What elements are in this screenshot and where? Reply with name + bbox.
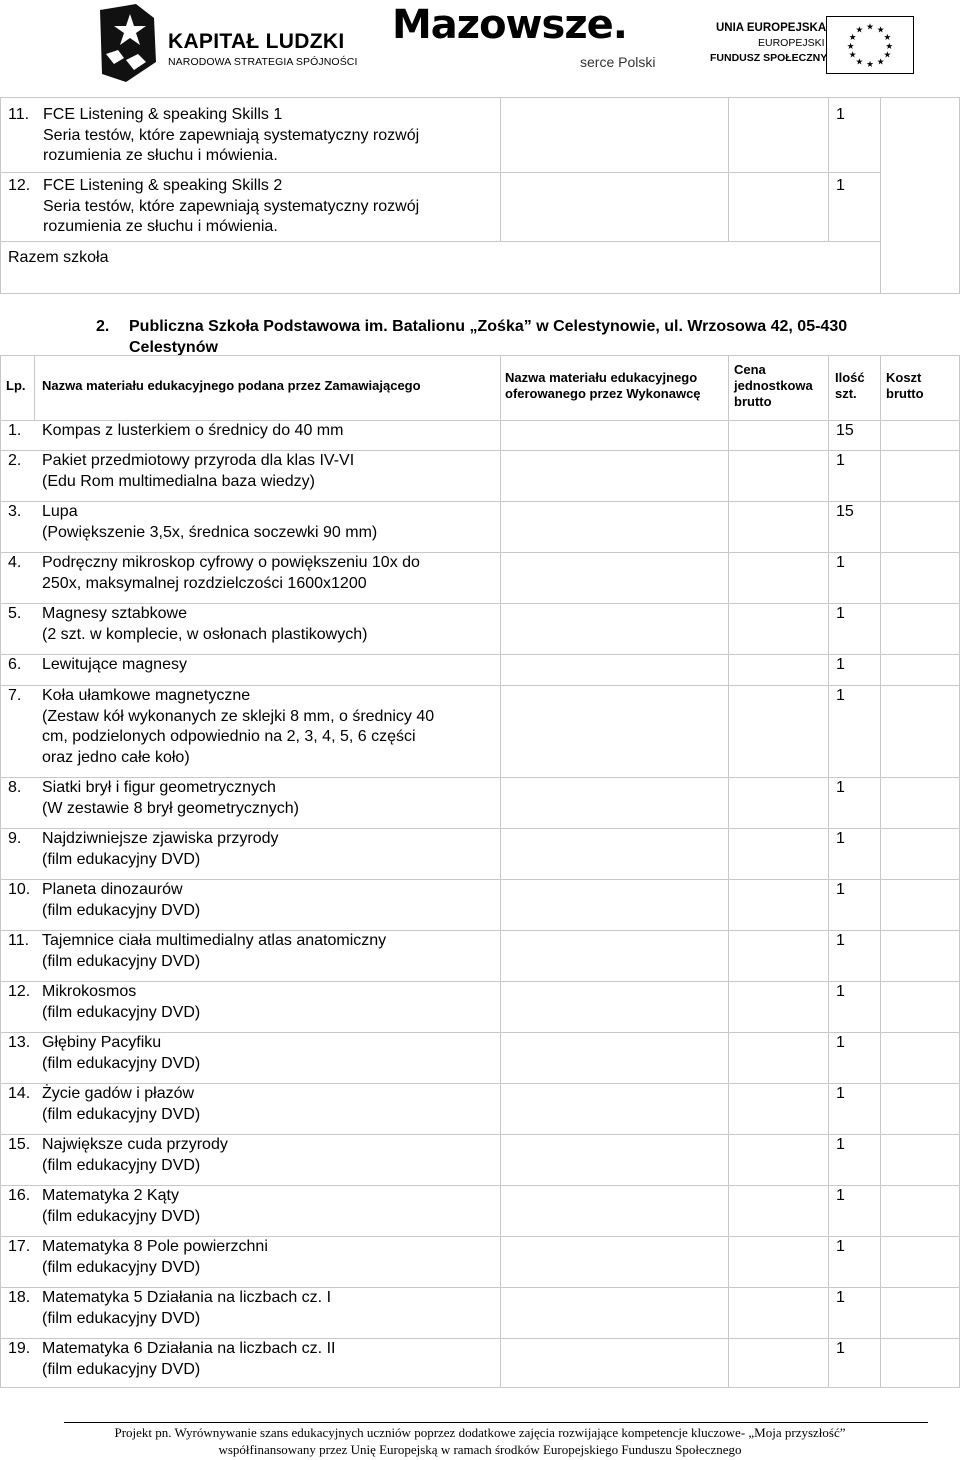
item-number: 15. — [8, 1136, 31, 1153]
item-quantity: 1 — [836, 1136, 845, 1153]
ue-line1: UNIA EUROPEJSKA — [716, 22, 827, 34]
table-row-rule — [0, 552, 960, 553]
item-line: Pakiet przedmiotowy przyroda dla klas IV-VI — [42, 452, 355, 469]
item-number: 11. — [8, 106, 30, 123]
item-quantity: 1 — [836, 656, 845, 673]
item-number: 10. — [8, 881, 31, 898]
table-row-rule — [0, 777, 960, 778]
item-line: Matematyka 2 Kąty — [42, 1187, 179, 1204]
item-quantity: 1 — [836, 1187, 845, 1204]
table-row-rule — [0, 603, 960, 604]
item-line: Seria testów, które zapewniają systematyczny rozwój — [43, 197, 420, 215]
kapital-ludzki-title: KAPITAŁ LUDZKI — [168, 30, 345, 53]
eu-flag-icon — [826, 16, 914, 74]
table-row-rule — [0, 981, 960, 982]
mazowsze-wordmark: Mazowsze. — [392, 2, 627, 48]
svg-text:★: ★ — [866, 60, 874, 71]
svg-text:★: ★ — [848, 50, 857, 61]
item-number: 5. — [8, 605, 22, 622]
item-line: rozumienia ze słuchu i mówienia. — [43, 218, 278, 235]
item-line: (film edukacyjny DVD) — [42, 1003, 201, 1021]
item-quantity: 1 — [836, 1085, 845, 1102]
item-number: 11. — [8, 932, 30, 949]
table-row-rule — [0, 1032, 960, 1033]
footer-line2: współfinansowany przez Unię Europejską w ramach środków Europejskiego Funduszu Społecznego — [218, 1442, 742, 1457]
item-line: Siatki brył i figur geometrycznych — [42, 779, 276, 796]
item-line: (film edukacyjny DVD) — [42, 1309, 201, 1327]
item-number: 13. — [8, 1034, 31, 1051]
item-quantity: 1 — [836, 177, 845, 194]
item-line: FCE Listening & speaking Skills 1 — [43, 106, 283, 123]
header-lp: Lp. — [6, 378, 26, 393]
header-cost-2: brutto — [886, 386, 924, 401]
item-line: Tajemnice ciała multimedialny atlas anatomiczny — [42, 932, 387, 949]
section-name: Publiczna Szkoła Podstawowa im. Batalionu „Zośka” w Celestynowie, ul. Wrzosowa 42, 05-430 Celestynów — [129, 318, 848, 356]
svg-text:★: ★ — [883, 50, 892, 61]
table-row-rule — [0, 420, 960, 421]
svg-text:★: ★ — [846, 41, 855, 52]
item-quantity: 1 — [836, 554, 845, 571]
item-number: 1. — [8, 422, 22, 439]
table-row-rule — [0, 654, 960, 655]
kapital-ludzki-logo — [96, 4, 366, 84]
logo-bar — [0, 0, 960, 92]
footer-line1: Projekt pn. Wyrównywanie szans edukacyjnych uczniów poprzez dodatkowe zajęcia rozwijające kompetencje kluczowe- „Moja przyszłość” — [114, 1425, 846, 1440]
table-row-rule — [0, 501, 960, 502]
ue-line3: FUNDUSZ SPOŁECZNY — [710, 52, 828, 64]
item-line: Mikrokosmos — [42, 983, 137, 1000]
item-line: (2 szt. w komplecie, w osłonach plastikowych) — [42, 625, 368, 643]
item-line: (film edukacyjny DVD) — [42, 1054, 201, 1072]
item-line: Seria testów, które zapewniają systematyczny rozwój — [43, 126, 420, 144]
item-line: Planeta dinozaurów — [42, 881, 183, 898]
item-quantity: 1 — [836, 1034, 845, 1051]
item-line: (film edukacyjny DVD) — [42, 1156, 201, 1174]
item-line: Kompas z lusterkiem o średnicy do 40 mm — [42, 422, 344, 439]
item-number: 12. — [8, 177, 31, 194]
table-row-rule — [0, 1236, 960, 1237]
svg-text:★: ★ — [855, 25, 864, 36]
item-line: 250x, maksymalnej rozdzielczości 1600x1200 — [42, 574, 367, 592]
table-column-divider — [828, 355, 829, 1388]
item-number: 18. — [8, 1289, 31, 1306]
item-line: Matematyka 8 Pole powierzchni — [42, 1238, 268, 1255]
item-number: 8. — [8, 779, 22, 796]
svg-text:★: ★ — [883, 33, 892, 44]
item-line: Lupa — [42, 503, 78, 520]
kapital-ludzki-emblem-icon — [96, 4, 160, 84]
ue-line2: EUROPEJSKI — [758, 37, 825, 49]
item-line: (film edukacyjny DVD) — [42, 952, 201, 970]
item-line: Matematyka 5 Działania na liczbach cz. I — [42, 1289, 332, 1306]
item-line: (Zestaw kół wykonanych ze sklejki 8 mm, o średnicy 40 — [42, 707, 435, 725]
item-line: rozumienia ze słuchu i mówienia. — [43, 147, 278, 164]
item-line: Podręczny mikroskop cyfrowy o powiększeniu 10x do — [42, 554, 420, 571]
materials-table — [0, 355, 960, 1388]
table-row-rule — [0, 1338, 960, 1339]
item-number: 6. — [8, 656, 22, 673]
svg-text:★: ★ — [876, 25, 885, 36]
table-column-divider — [728, 355, 729, 1388]
header-cost-1: Koszt — [886, 370, 922, 385]
item-quantity: 1 — [836, 605, 845, 622]
item-line: Najdziwniejsze zjawiska przyrody — [42, 830, 279, 847]
item-quantity: 1 — [836, 932, 845, 949]
svg-text:★: ★ — [866, 22, 874, 33]
header-name-offered-2: oferowanego przez Wykonawcę — [505, 386, 701, 401]
item-number: 12. — [8, 983, 31, 1000]
header-qty-2: szt. — [835, 386, 857, 401]
svg-text:★: ★ — [885, 41, 894, 52]
table-row-rule — [0, 450, 960, 451]
header-name-offered-1: Nazwa materiału edukacyjnego — [505, 370, 698, 385]
item-number: 7. — [8, 687, 22, 704]
table-column-divider — [880, 355, 881, 1388]
item-line: (film edukacyjny DVD) — [42, 901, 201, 919]
top-table-divider — [828, 97, 829, 241]
item-number: 19. — [8, 1340, 31, 1357]
table-row-rule — [0, 1134, 960, 1135]
item-line: oraz jedno całe koło) — [42, 748, 190, 766]
item-line: Magnesy sztabkowe — [42, 605, 187, 622]
item-line: (W zestawie 8 brył geometrycznych) — [42, 799, 299, 817]
table-row-rule — [0, 1083, 960, 1084]
item-line: Największe cuda przyrody — [42, 1136, 228, 1153]
section-number: 2. — [96, 318, 110, 335]
school-total-label: Razem szkoła — [8, 249, 109, 266]
table-row-rule — [0, 879, 960, 880]
item-number: 16. — [8, 1187, 31, 1204]
item-line: (film edukacyjny DVD) — [42, 1360, 201, 1378]
header-price-3: brutto — [734, 394, 772, 409]
item-quantity: 1 — [836, 983, 845, 1000]
item-line: Koła ułamkowe magnetyczne — [42, 687, 251, 704]
item-line: Matematyka 6 Działania na liczbach cz. II — [42, 1340, 336, 1357]
svg-text:★: ★ — [876, 57, 885, 68]
table-row-rule — [0, 1287, 960, 1288]
item-quantity: 1 — [836, 106, 845, 123]
item-line: Lewitujące magnesy — [42, 656, 187, 673]
item-number: 9. — [8, 830, 22, 847]
svg-text:★: ★ — [848, 33, 857, 44]
item-quantity: 15 — [836, 422, 854, 439]
item-quantity: 1 — [836, 452, 845, 469]
table-row-rule — [0, 930, 960, 931]
top-table-divider — [500, 97, 501, 241]
item-quantity: 1 — [836, 1238, 845, 1255]
header-name-requested: Nazwa materiału edukacyjnego podana przez Zamawiającego — [42, 378, 421, 393]
item-line: cm, podzielonych odpowiednio na 2, 3, 4, 5, 6 części — [42, 728, 416, 745]
header-qty-1: Ilość — [835, 370, 865, 385]
item-quantity: 1 — [836, 881, 845, 898]
item-quantity: 1 — [836, 830, 845, 847]
table-row-rule — [0, 1185, 960, 1186]
table-row-rule — [0, 685, 960, 686]
kapital-ludzki-subtitle: NARODOWA STRATEGIA SPÓJNOŚCI — [168, 56, 358, 68]
footer-rule — [64, 1422, 928, 1423]
header-price-1: Cena — [734, 362, 766, 377]
mazowsze-logo — [392, 2, 672, 80]
ue-logo — [708, 14, 918, 76]
svg-text:★: ★ — [855, 57, 864, 68]
top-table-divider — [728, 97, 729, 241]
mazowsze-subtitle: serce Polski — [580, 54, 656, 70]
item-number: 3. — [8, 503, 22, 520]
top-table-rule — [0, 241, 880, 242]
item-quantity: 1 — [836, 779, 845, 796]
item-quantity: 1 — [836, 1340, 845, 1357]
item-quantity: 15 — [836, 503, 854, 520]
item-quantity: 1 — [836, 1289, 845, 1306]
item-number: 14. — [8, 1085, 31, 1102]
top-table-divider — [880, 97, 881, 294]
item-line: Życie gadów i płazów — [42, 1085, 195, 1102]
table-column-divider — [500, 355, 501, 1388]
item-number: 2. — [8, 452, 22, 469]
table-column-divider — [34, 355, 35, 420]
header-price-2: jednostkowa — [734, 378, 813, 393]
item-line: (Edu Rom multimedialna baza wiedzy) — [42, 472, 315, 490]
item-line: FCE Listening & speaking Skills 2 — [43, 177, 283, 194]
item-line: (film edukacyjny DVD) — [42, 1207, 201, 1225]
table-row-rule — [0, 828, 960, 829]
item-line: (Powiększenie 3,5x, średnica soczewki 90 mm) — [42, 523, 378, 541]
item-line: (film edukacyjny DVD) — [42, 1258, 201, 1276]
item-number: 17. — [8, 1238, 31, 1255]
item-line: (film edukacyjny DVD) — [42, 850, 201, 868]
item-line: Głębiny Pacyfiku — [42, 1034, 162, 1051]
item-number: 4. — [8, 554, 22, 571]
top-table-rule — [0, 172, 880, 173]
item-line: (film edukacyjny DVD) — [42, 1105, 201, 1123]
item-quantity: 1 — [836, 687, 845, 704]
